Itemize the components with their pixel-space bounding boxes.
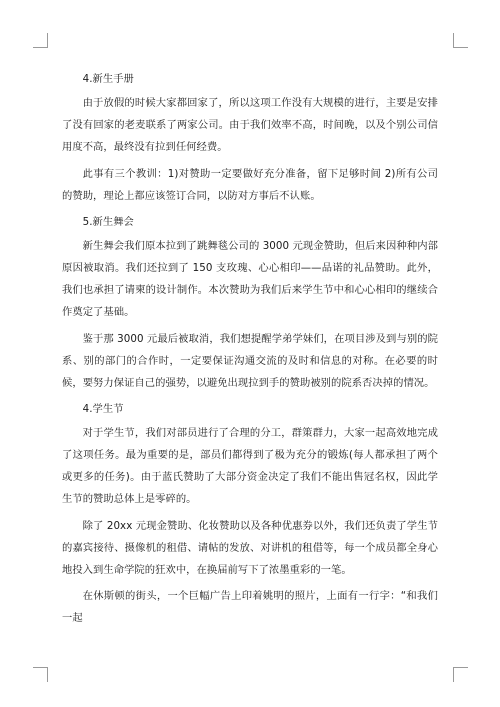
crop-mark-top-left xyxy=(33,33,48,48)
section-heading-dance: 5.新生舞会 xyxy=(82,216,134,228)
crop-mark-bottom-left xyxy=(33,667,48,682)
paragraph: 对于学生节，我们对部员进行了合理的分工，群策群力，大家一起高效地完成了这项任务。最为重要的是，部员们都得到了极为充分的锻炼(每人都承担了两个或更多的任务)。由于蓝氏赞助了大部分资金决定了我们不能出售冠名权，因此学生节的赞助总体上是零碎的。 xyxy=(62,427,438,505)
paragraph: 除了 20xx 元现金赞助、化妆赞助以及各种优惠券以外，我们还负责了学生节的嘉宾接待、摄像机的租借、请帖的发放、对讲机的租借等，每一个成员都全身心地投入到生命学院的狂欢中，在换届前写下了浓墨重彩的一笔。 xyxy=(62,519,438,576)
section-heading-handbook: 4.新生手册 xyxy=(82,73,134,85)
paragraph: 由于放假的时候大家都回家了，所以这项工作没有大规模的进行，主要是安排了没有回家的老麦联系了两家公司。由于我们效率不高，时间晚，以及个别公司信用度不高，最终没有拉到任何经费。 xyxy=(62,97,438,153)
section-heading-festival: 4.学生节 xyxy=(82,403,124,415)
document-body xyxy=(62,68,438,634)
paragraph: 此事有三个教训：1)对赞助一定要做好充分准备，留下足够时间 2)所有公司的赞助，理论上都应该签订合同，以防对方事后不认账。 xyxy=(62,167,438,202)
paragraph: 鉴于那 3000 元最后被取消，我们想提醒学弟学妹们，在项目涉及到与别的院系、别的部门的合作时，一定要保证沟通交流的及时和信息的对称。在必要的时候，要努力保证自己的强势，以避免出现拉到手的赞助被别的院系否决掉的情况。 xyxy=(62,332,438,389)
crop-mark-bottom-right xyxy=(453,667,468,682)
paragraph: 新生舞会我们原本拉到了跳舞毯公司的 3000 元现金赞助，但后来因种种内部原因被取消。我们还拉到了 150 支玫瑰、心心相印——品诺的礼品赞助。此外，我们也承担了请柬的设计制作。本次赞助为我们后来学生节中和心心相印的继续合作奠定了基础。 xyxy=(62,240,438,318)
crop-mark-top-right xyxy=(453,33,468,48)
paragraph: 在休斯顿的街头，一个巨幅广告上印着姚明的照片，上面有一行字：“和我们一起 xyxy=(62,590,438,624)
